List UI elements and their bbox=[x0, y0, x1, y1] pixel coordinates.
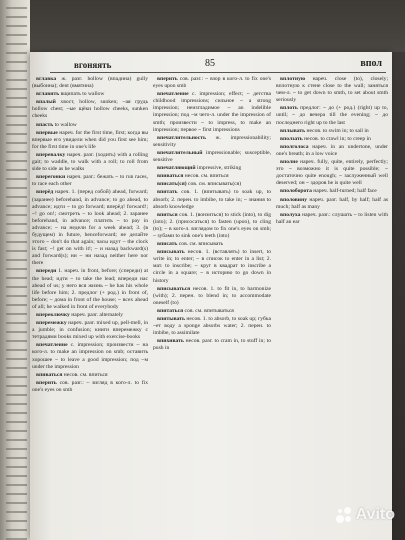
column-3 bbox=[276, 76, 388, 536]
entry-definition: несов. 1. to absorb, to soak up; губка ~ет воду a sponge absorbs water; 2. перен. to imbibe, to assimilate bbox=[153, 316, 271, 337]
dictionary-entry bbox=[32, 91, 148, 98]
entry-definition: ж. разг. hollow (впадина) gully (выбоина); dent (вмятина) bbox=[32, 76, 148, 90]
entry-headword: вполне bbox=[280, 159, 298, 166]
dictionary-entry bbox=[153, 212, 271, 240]
entry-definition: нареч. разг.: бежать ~ to run races, to race each other bbox=[32, 174, 148, 188]
entry-headword: вписать bbox=[157, 241, 178, 248]
entry-definition: с. impression; произвести ~ на кого-л. to make an impression on smb; оставить хорошее ~ to leave a good impression; под ~м under the impression bbox=[32, 342, 148, 370]
entry-definition: сов. 1. (впитывать) to soak up, to absorb; 2. перен. to imbibe, to take in; ~ знания to absorb knowledge bbox=[153, 189, 271, 210]
entry-definition: нареч. half-turned; half face bbox=[311, 188, 377, 195]
entry-definition: с. impression; effect; ~ детства childhood impressions; сильное ~ a strong impression; неизгладимое ~ an indelible impression; под ~м чего-л. under the impression of smth; произвести ~ to impress, to make an impression; первое ~ first impressions bbox=[153, 91, 271, 133]
entry-definition: нареч. разг. (ходить) with a rolling gait; to waddle, to walk with a roll; to roll from side to side as he walks bbox=[32, 151, 148, 173]
running-head-left: вгоняять bbox=[74, 60, 112, 70]
entry-headword: вперить bbox=[36, 379, 57, 386]
entry-headword: впереключку bbox=[36, 312, 70, 318]
avito-watermark-text: Avito bbox=[355, 506, 395, 523]
dictionary-entry bbox=[276, 159, 388, 187]
entry-headword: вполоборота bbox=[280, 188, 312, 195]
entry-definition: 1. нареч. in front, before; (спереди) at the head; идти ~ to take the lead; впереди нас ahead of us; у него вся жизнь ~ he has his whole life before him; 2. предлог (+ род.) in front of, before; ~ дома in front of the house; ~ всех ahead of all; he walked in front of everybody bbox=[32, 268, 148, 310]
dictionary-entry bbox=[153, 173, 271, 180]
entry-headword: вглавка bbox=[36, 76, 57, 82]
dictionary-entry bbox=[276, 197, 388, 211]
dictionary-entry bbox=[276, 105, 388, 126]
dictionary-entry bbox=[276, 188, 388, 195]
dictionary-entry bbox=[32, 174, 148, 188]
entry-headword: впитать bbox=[157, 189, 178, 196]
entry-definition: нареч. fully, quite, entirely, perfectly; это ~ возможно it is quite possible; ~ достаточно quite enough; ~ заслуженный well deserved; он ~ здоров he is quite well bbox=[276, 159, 388, 187]
entry-headword: вписать(ся) bbox=[157, 181, 187, 188]
entry-headword: вползать bbox=[280, 135, 303, 142]
entry-definition: сов. разг.: ~ взгляд в кого-л. to fix one's eyes on smb bbox=[32, 379, 148, 393]
entry-headword: вплотную bbox=[280, 76, 306, 82]
entry-definition: нареч. разг.: слушать ~ to listen with half an ear bbox=[276, 211, 388, 225]
entry-headword: вглавить bbox=[36, 91, 60, 98]
entry-definition: нареч. разг. alternately bbox=[69, 312, 124, 318]
dictionary-entry bbox=[153, 249, 271, 284]
entry-definition: нареч. for the first time, first; когда вы впервые его увидели when did you first see him; for the first time in one's life bbox=[32, 129, 148, 150]
entry-headword: впечатлительность bbox=[157, 134, 206, 141]
dictionary-entry bbox=[276, 128, 388, 135]
entry-definition: нареч. разг. half, by half; half as much; half as many bbox=[276, 196, 388, 210]
dictionary-entry bbox=[32, 122, 148, 129]
entry-headword: вплывать bbox=[280, 127, 306, 134]
entry-definition: предлог: ~ до (+ род.) (right) up to, until; ~ до вечера till the evening; ~ до последнего right up to the last bbox=[276, 105, 388, 126]
dictionary-entry bbox=[276, 136, 388, 143]
entry-headword: впитывать bbox=[157, 316, 185, 322]
running-head bbox=[30, 58, 392, 72]
entry-definition: несов. to swim in; to sail in bbox=[305, 127, 369, 134]
page-number: 85 bbox=[205, 58, 215, 69]
entry-definition: нареч. 1. (перед собой) ahead, forward; (заранее) beforehand, in advance; to go ahead, to advance; идти ~ to go forward; вперёд! forward!; ~! go on!; смотреть ~ to look ahead; 2. заранее beforehand, in advance; платить ~ to pay in advance; ~ на недели for a week ahead; 3. (в будущем) in future, henceforward; не делайте этого ~ don't do that again; часы идут ~ the clock is fast; ~! get on with it!; ~ и назад backward(s) and forward(s); ни ~ ни назад neither here nor there bbox=[32, 189, 148, 267]
dictionary-entry bbox=[153, 181, 271, 188]
column-1 bbox=[32, 76, 148, 536]
entry-definition: сов. см. вписывать(ся) bbox=[186, 181, 242, 188]
entry-definition: impressionable; susceptible, sensitive bbox=[153, 149, 271, 164]
entry-headword: вписывать bbox=[157, 249, 185, 256]
dictionary-entry bbox=[153, 308, 271, 315]
dictionary-entry bbox=[153, 150, 271, 164]
entry-headword: впитаться bbox=[157, 307, 184, 314]
dictionary-entry bbox=[32, 152, 148, 173]
entry-definition: несов. см. впиться bbox=[183, 173, 229, 180]
entry-definition: нареч. разг. mixed up, pell-mell, in a jumble; in confusion; книги вперемежку с тетрадями books mixed up with exercise-books bbox=[32, 320, 148, 341]
entry-definition: хвост, hollow, sunken; ~ая грудь hollow chest; ~ые щёки hollow cheeks, sunken cheeks bbox=[32, 99, 148, 120]
entry-headword: впечатление bbox=[157, 91, 189, 98]
dictionary-entry bbox=[153, 338, 271, 352]
entry-definition: сов. разг.: ~ взор в кого-л. to fix one's eyes upon smb bbox=[153, 76, 271, 90]
entry-definition: ж. impressionability; sensitivity bbox=[153, 134, 271, 148]
dictionary-entry bbox=[276, 212, 388, 226]
entry-headword: вперевалку bbox=[36, 151, 66, 158]
dictionary-entry bbox=[32, 268, 148, 311]
dictionary-entry bbox=[32, 76, 148, 90]
dictionary-entry bbox=[153, 76, 271, 90]
dictionary-entry bbox=[153, 91, 271, 134]
dictionary-entry bbox=[276, 144, 388, 158]
dictionary-entry bbox=[32, 99, 148, 120]
entry-definition: вщипать to wallow bbox=[59, 91, 105, 98]
dictionary-entry bbox=[32, 320, 148, 341]
entry-headword: впечатляющий bbox=[157, 165, 196, 172]
dictionary-entry bbox=[276, 76, 388, 104]
left-page-edge bbox=[0, 0, 30, 540]
entry-headword: впереди bbox=[36, 268, 57, 275]
dictionary-entry bbox=[153, 135, 271, 149]
entry-headword: вперить bbox=[157, 76, 178, 82]
dictionary-entry bbox=[32, 312, 148, 319]
dictionary-entry bbox=[153, 286, 271, 307]
entry-headword: впечатление bbox=[36, 342, 68, 349]
entry-definition: сов. см. вписывать bbox=[177, 241, 224, 248]
column-2 bbox=[153, 76, 271, 536]
dictionary-entry bbox=[153, 189, 271, 210]
entry-definition: несов. 1. (вставлять) to insert, to write in; to enter; ~ в список to enter in a list; 2. мат. to inscribe; ~ круг в квадрат to inscribe a circle in a square; ~ в историю to go down in history bbox=[153, 249, 271, 284]
entry-headword: впиваться bbox=[36, 371, 63, 378]
entry-headword: впалый bbox=[36, 99, 56, 106]
dictionary-page bbox=[30, 52, 392, 540]
dictionary-entry bbox=[153, 316, 271, 337]
entry-definition: нареч. in an undertone, under one's breath; in a low voice bbox=[276, 143, 388, 157]
entry-definition: несов. to crawl in; to creep in bbox=[302, 135, 371, 142]
entry-definition: сов. см. впитываться bbox=[183, 307, 234, 314]
dictionary-entry bbox=[153, 165, 271, 172]
entry-headword: впечатлительный bbox=[157, 149, 203, 156]
entry-headword: впервые bbox=[36, 129, 58, 136]
entry-headword: вперёд bbox=[36, 189, 54, 196]
entry-headword: вполуха bbox=[280, 211, 301, 218]
entry-headword: вполовину bbox=[280, 196, 308, 203]
entry-definition: нареч. close (to), closely; вплотную к стене close to the wall; заняться чем-л. ~ to get down to smth, to set about smth seriously bbox=[276, 76, 388, 104]
dictionary-entry bbox=[32, 189, 148, 267]
entry-headword: впасть bbox=[36, 121, 54, 128]
dictionary-entry bbox=[32, 342, 148, 370]
dictionary-entry bbox=[153, 241, 271, 248]
entry-headword: впиться bbox=[157, 211, 178, 218]
entry-definition: сов. 1. (вонзиться) to stick (into), to dig (into); 2. (присосаться) to fasten (upon), to cling (to); ~ в кого-л. взглядом to fix one's eyes on smb; ~ зубами to sink one's teeth (into) bbox=[153, 211, 271, 239]
entry-definition: несов. 1. to fit in, to harmonize (with); 2. перен. to blend in; to accommodate oneself (to) bbox=[153, 285, 271, 306]
book-top-shadow bbox=[30, 0, 405, 52]
entry-headword: вполголоса bbox=[280, 143, 309, 150]
entry-definition: несов. см. впиться bbox=[62, 371, 108, 378]
dictionary-entry bbox=[32, 380, 148, 394]
header-rule bbox=[50, 72, 386, 73]
entry-headword: вперегонки bbox=[36, 174, 66, 181]
entry-headword: вплоть bbox=[280, 105, 298, 112]
entry-headword: впихивать bbox=[157, 338, 184, 345]
entry-definition: несов. разг. to cram in, to stuff in; to push in bbox=[153, 338, 271, 352]
entry-definition: impressive, striking bbox=[195, 165, 242, 172]
dictionary-entry bbox=[32, 130, 148, 151]
entry-definition: to wallow bbox=[53, 121, 77, 128]
avito-watermark bbox=[336, 506, 395, 524]
avito-logo-icon bbox=[336, 507, 352, 523]
entry-headword: вписываться bbox=[157, 285, 191, 292]
running-head-right: впол bbox=[360, 58, 382, 69]
dictionary-entry bbox=[32, 372, 148, 379]
entry-headword: впиваться bbox=[157, 173, 184, 180]
entry-headword: вперемежку bbox=[36, 320, 67, 327]
